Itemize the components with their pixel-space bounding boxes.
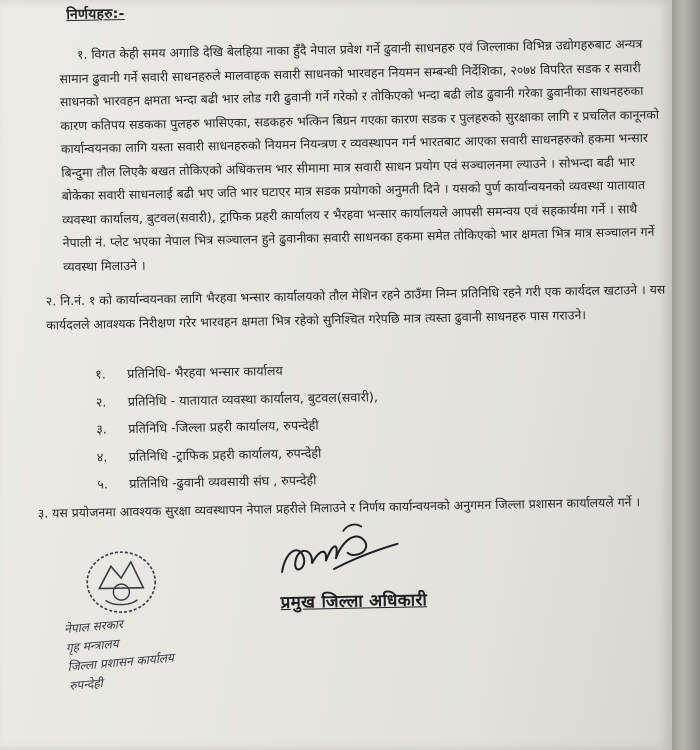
decision-1: १. विगत केही समय अगाडि देखि बेलहिया नाका हुँदै नेपाल प्रवेश गर्ने ढुवानी साधनहरु एवं जिल्लाका विभिन्न उद्योगहरुबाट अन्यत्र सामान ढुवानी गर्ने सवारी साधनहरुले मालवाहक सवारी साधनको भारवहन नियमन सम्बन्धी निर्देशिका, २०७४ विपरित सडक र सवारी साधनको भारवहन क्षमता भन्दा बढी भार लोड गरी ढुवानी गर्ने गरेको र तोकिएको भन्दा बढी लोड ढुवानी गरेका ढुवानीका साधनहरुका कारण कतिपय सडकका पुलहरु भासिएका, सडकहरु भत्किन बिग्रन गएका कारण सडक र पुलहरुको सुरक्षाका लागि र प्रचलित कानूनको कार्यान्वयनका लागि यस्ता सवारी साधनहरुको नियमन नियन्त्रण र व्यवस्थापन गर्न भारतबाट आएका सवारी साधनहरुको हकमा भन्सार बिन्दुमा तौल लिएकै बखत तोकिएको अधिकत्तम भार सीमामा मात्र सवारी साधन प्रयोग एवं सञ्चालनमा ल्याउने । सोभन्दा बढी भार बोकेका सवारी साधनलाई बढी भए जति भार घटाएर मात्र सडक प्रयोगको अनुमती दिने । यसको पुर्ण कार्यान्वयनको व्यवस्था यातायात व्यवस्था कार्यालय, बुटवल(सवारी), ट्राफिक प्रहरी कार्यालय र भैरहवा भन्सार कार्यालयले आपसी समन्वय एवं सहकार्यमा गर्ने । साथै नेपाली नं. प्लेट भएका नेपाल भित्र सञ्चालन हुने ढुवानीका सवारी साधनका हकमा समेत तोकिएको भार क्षमता भित्र मात्र सञ्चालन गर्ने व्यवस्था मिलाउने ।: [59, 36, 660, 274]
list-item-text: प्रतिनिधि- भैरहवा भन्सार कार्यालय: [127, 362, 283, 381]
nepal-emblem-icon: [81, 547, 162, 621]
page-edge: [672, 0, 700, 750]
seal-line: जिल्ला प्रशासन कार्यालय: [66, 650, 175, 675]
list-item-number: ५.: [97, 476, 109, 492]
representatives-list: [95, 350, 638, 498]
list-item-number: १.: [95, 366, 106, 382]
decision-2: २. नि.नं. १ को कार्यान्वयनका लागि भैरहवा भन्सार कार्यालयको तौल मेशिन रहने ठाउँमा निम्न प्रतिनिधि रहने गरी एक कार्यदल खटाउने । यस कार्यदलले आवश्यक निरीक्षण गरेर भारवहन क्षमता भित्र रहेको सुनिश्चित गरेपछि मात्र त्यस्ता ढुवानी साधनहरु पास गराउने।: [45, 281, 666, 333]
decision-3: ३. यस प्रयोजनमा आवश्यक सुरक्षा व्यवस्थापन नेपाल प्रहरीले मिलाउने र निर्णय कार्यान्वयनको अनुगमन जिल्ला प्रशासन कार्यालयले गर्ने ।: [37, 494, 641, 521]
seal-text: [63, 608, 209, 696]
list-item-number: २.: [95, 393, 107, 410]
list-item-text: प्रतिनिधि -ढुवानी व्यवसायी संघ , रुपन्देही: [129, 472, 317, 491]
list-item-text: प्रतिनिधि - यातायात व्यवस्था कार्यालय, बुटवल(सवारी),: [127, 388, 379, 409]
list-item-text: प्रतिनिधि -ट्राफिक प्रहरी कार्यालय, रुपन्देही: [128, 444, 322, 464]
signature-block: [273, 516, 495, 640]
handwritten-signature: [273, 518, 404, 590]
seal-line: रुपन्देही: [68, 676, 104, 693]
list-item-number: ३.: [96, 421, 107, 437]
decisions-heading: निर्णयहरु:-: [66, 5, 125, 24]
signatory-title: प्रमुख जिल्ला अधिकारी: [280, 590, 428, 614]
document-content: [18, 0, 672, 750]
seal-line: नेपाल सरकार: [63, 616, 124, 637]
list-item-text: प्रतिनिधि -जिल्ला प्रहरी कार्यालय, रुपन्देही: [128, 417, 319, 436]
seal-line: गृह मन्त्रालय: [65, 636, 120, 656]
office-seal: [59, 547, 182, 699]
list-item-number: ४.: [96, 448, 108, 465]
